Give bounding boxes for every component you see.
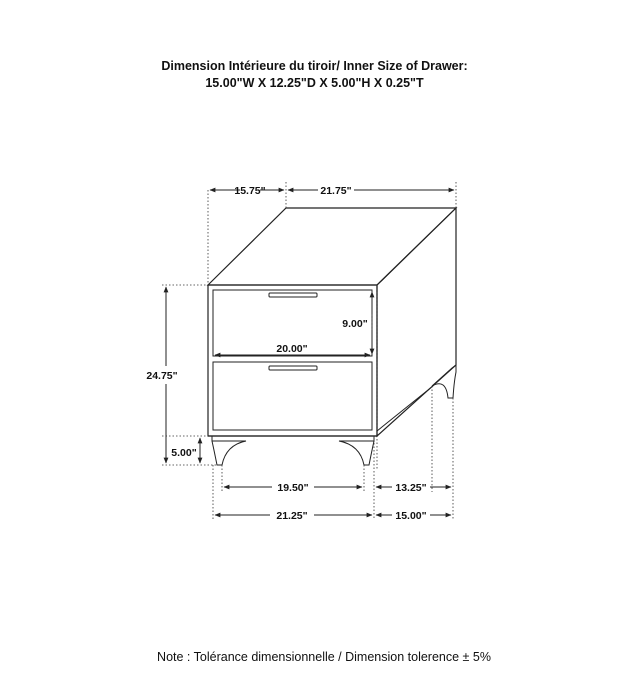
- upper-drawer-handle: [269, 293, 317, 297]
- label-drawer-height: 9.00": [342, 318, 368, 330]
- lower-drawer: [213, 362, 372, 430]
- cabinet-top: [208, 208, 456, 285]
- cabinet-body: [208, 208, 456, 465]
- dimension-lines: [166, 190, 454, 515]
- leg-front-left: [212, 436, 246, 465]
- label-inner-leg-width: 19.50": [277, 482, 309, 494]
- leg-back-right: [432, 365, 456, 398]
- label-leg-depth: 13.25": [395, 482, 427, 494]
- dimension-labels: [146, 185, 426, 522]
- extension-lines: [162, 182, 456, 520]
- label-drawer-width: 20.00": [276, 343, 308, 355]
- label-top-width: 21.75": [320, 185, 352, 197]
- leg-front-right: [339, 436, 374, 465]
- label-base-width: 21.25": [276, 510, 308, 522]
- header-line-1: Dimension Intérieure du tiroir/ Inner Size of Drawer:: [161, 59, 468, 73]
- cabinet-front: [208, 285, 377, 436]
- cabinet-side: [377, 208, 456, 436]
- side-bottom-edge: [377, 386, 433, 431]
- label-base-depth: 15.00": [395, 510, 427, 522]
- lower-drawer-handle: [269, 366, 317, 370]
- header-line-2: 15.00"W X 12.25"D X 5.00"H X 0.25"T: [205, 76, 424, 90]
- label-top-depth: 15.75": [234, 185, 266, 197]
- label-leg-height: 5.00": [171, 447, 197, 459]
- label-total-height: 24.75": [146, 370, 178, 382]
- tolerance-note: Note : Tolérance dimensionnelle / Dimension tolerence ± 5%: [157, 650, 491, 664]
